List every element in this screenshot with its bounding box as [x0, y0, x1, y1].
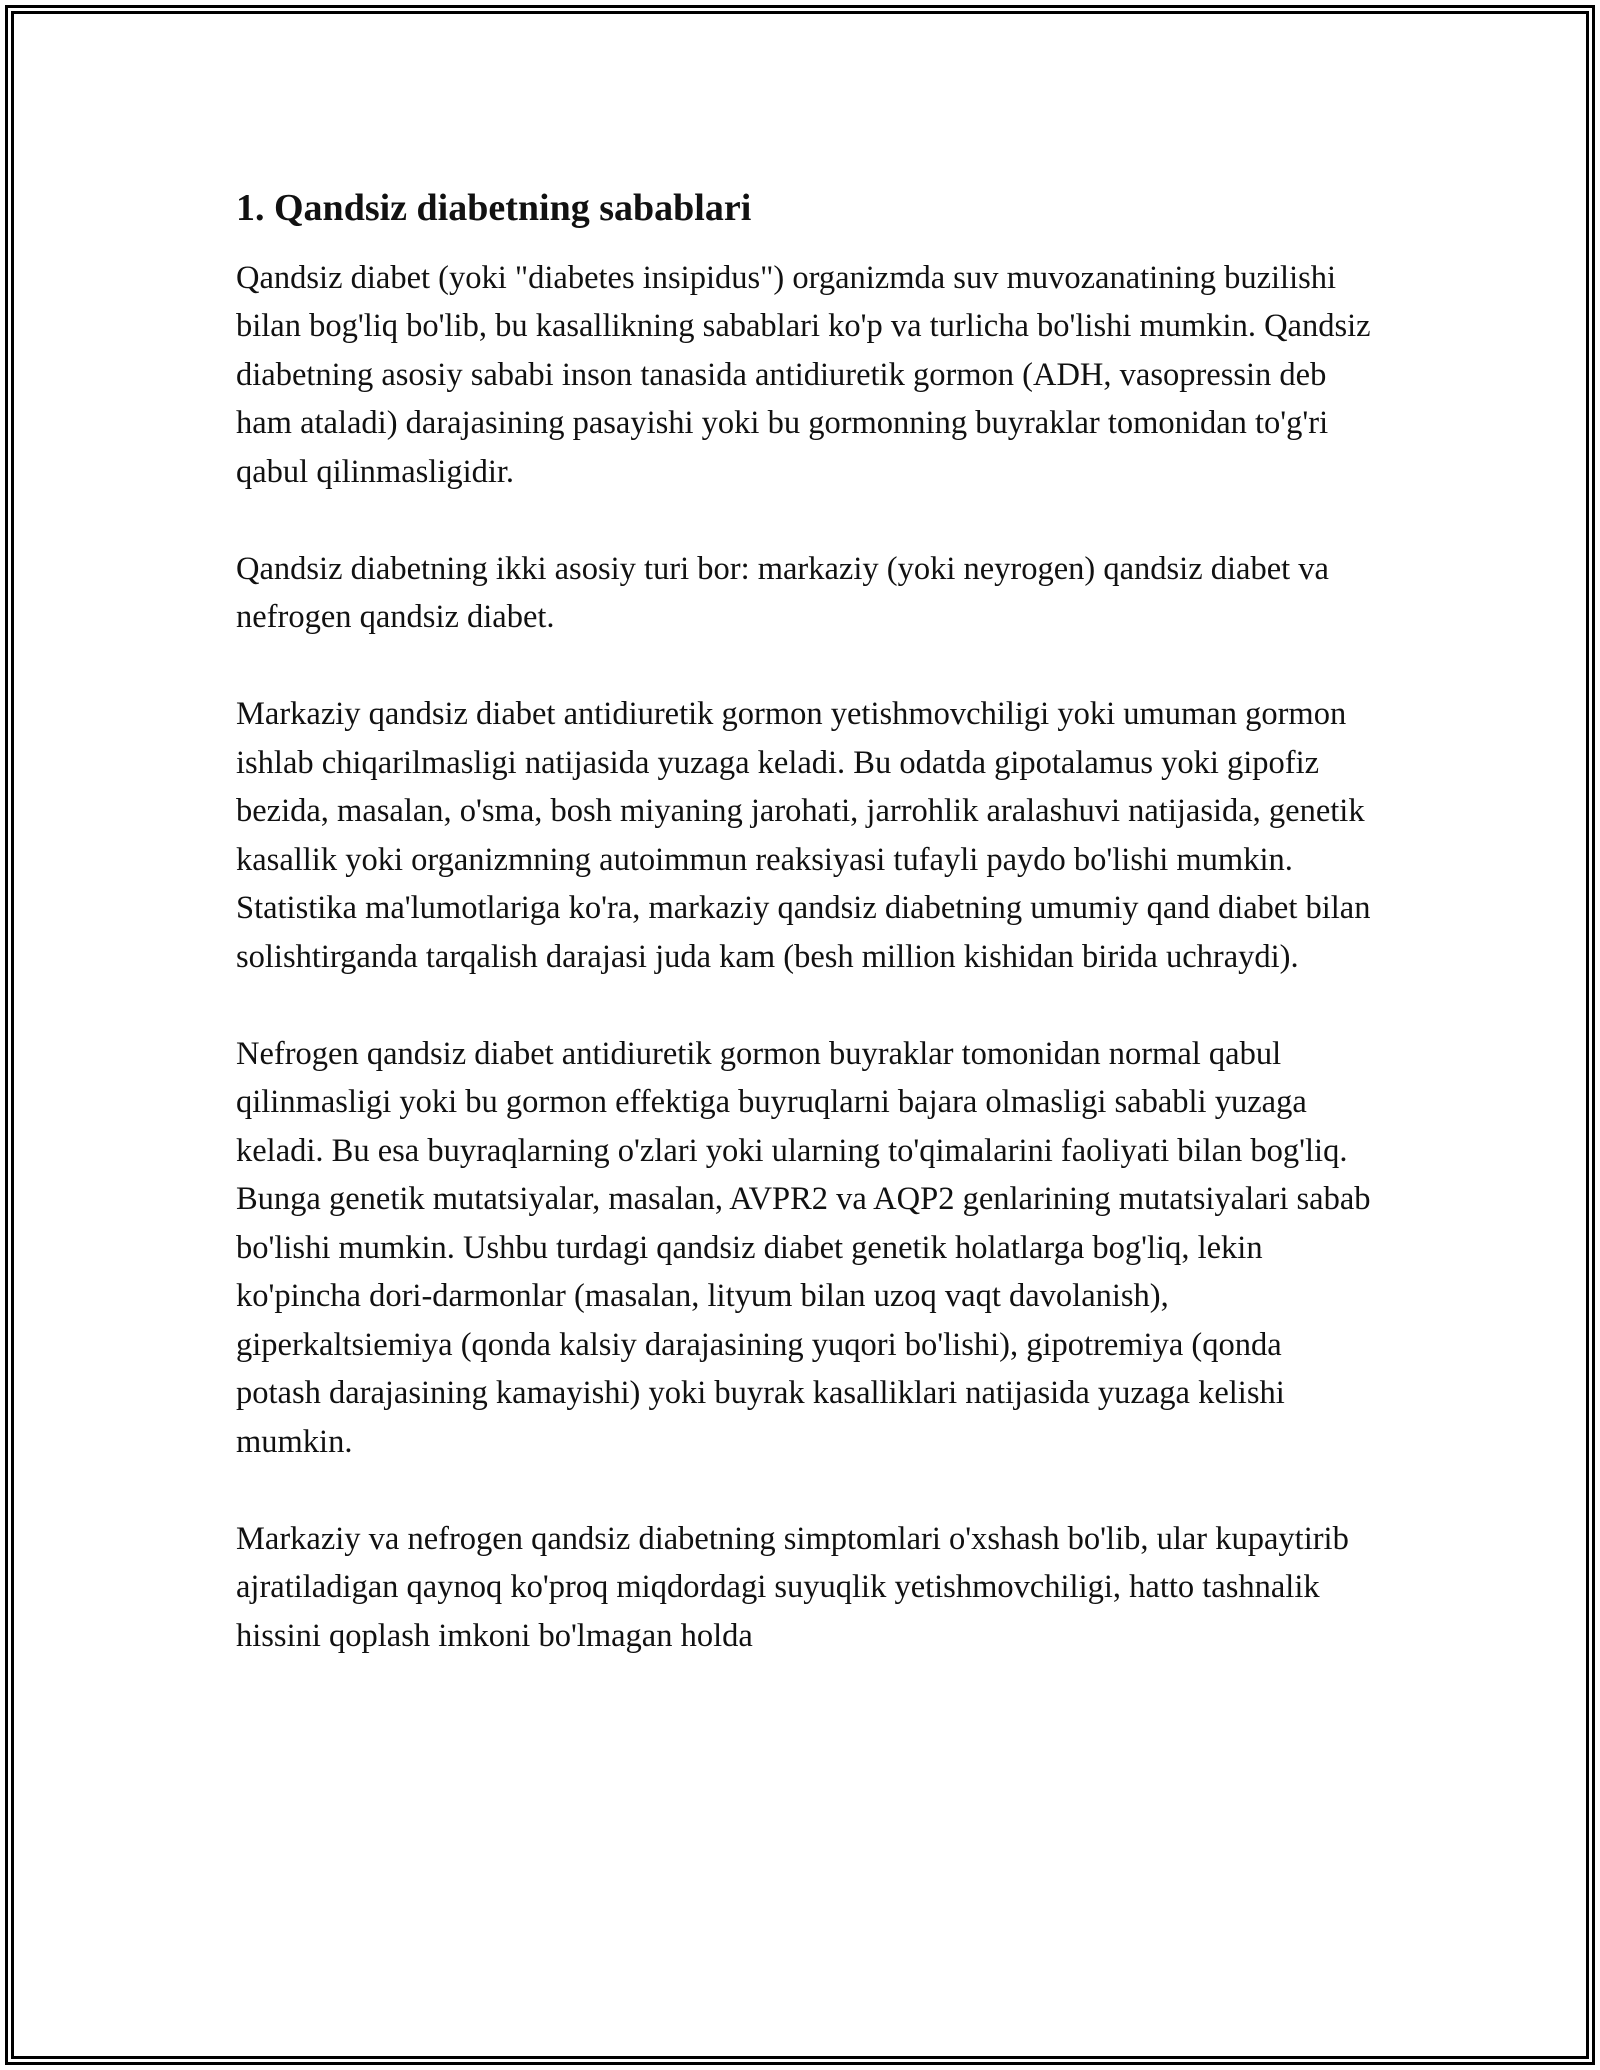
paragraph-nephrogenic-diabetes: Nefrogen qandsiz diabet antidiuretik gormon buyraklar tomonidan normal qabul qilinmasligi yoki bu gormon effektiga buyruqlarni bajara olmasligi sababli yuzaga keladi. Bu esa buyraqlarning o'zlari yoki ularning to'qimalarini faoliyati bilan bog'liq. Bunga genetik mutatsiyalar, masalan, AVPR2 va AQP2 genlarining mutatsiyalari sabab bo'lishi mumkin. Ushbu turdagi qandsiz diabet genetik holatlarga bog'liq, lekin ko'pincha dori-darmonlar (masalan, lityum bilan uzoq vaqt davolanish), giperkaltsiemiya (qonda kalsiy darajasining yuqori bo'lishi), gipotremiya (qonda potash darajasining kamayishi) yoki buyrak kasalliklari natijasida yuzaga kelishi mumkin. — [236, 1035, 1371, 1460]
paragraph-causes-intro: Qandsiz diabet (yoki "diabetes insipidus") organizmda suv muvozanatining buzilishi bilan bog'liq bo'lib, bu kasallikning sabablari ko'p va turlicha bo'lishi mumkin. Qandsiz diabetning asosiy sababi inson tanasida antidiuretik gormon (ADH, vasopressin deb ham ataladi) darajasining pasayishi yoki bu gormonning buyraklar tomonidan to'g'ri qabul qilinmasligidir. — [236, 259, 1371, 490]
paragraph-symptoms: Markaziy va nefrogen qandsiz diabetning simptomlari o'xshash bo'lib, ular kupaytirib ajratiladigan qaynoq ko'proq miqdordagi suyuqlik yetishmovchiligi, hatto tashnalik hissini qoplash imkoni bo'lmagan holda — [236, 1520, 1349, 1654]
paragraph-central-diabetes: Markaziy qandsiz diabet antidiuretik gormon yetishmovchiligi yoki umuman gormon ishlab chiqarilmasligi natijasida yuzaga keladi. Bu odatda gipotalamus yoki gipofiz bezida, masalan, o'sma, bosh miyaning jarohati, jarrohlik aralashuvi natijasida, genetik kasallik yoki organizmning autoimmun reaksiyasi tufayli paydo bo'lishi mumkin. Statistika ma'lumotlariga ko'ra, markaziy qandsiz diabetning umumiy qand diabet bilan solishtirganda tarqalish darajasi juda kam (besh million kishidan birida uchraydi). — [236, 696, 1371, 975]
paragraph-types: Qandsiz diabetning ikki asosiy turi bor: markaziy (yoki neyrogen) qandsiz diabet va nefrogen qandsiz diabet. — [236, 550, 1329, 636]
document-body — [236, 186, 1371, 1660]
section-heading: 1. Qandsiz diabetning sabablari — [236, 187, 752, 229]
